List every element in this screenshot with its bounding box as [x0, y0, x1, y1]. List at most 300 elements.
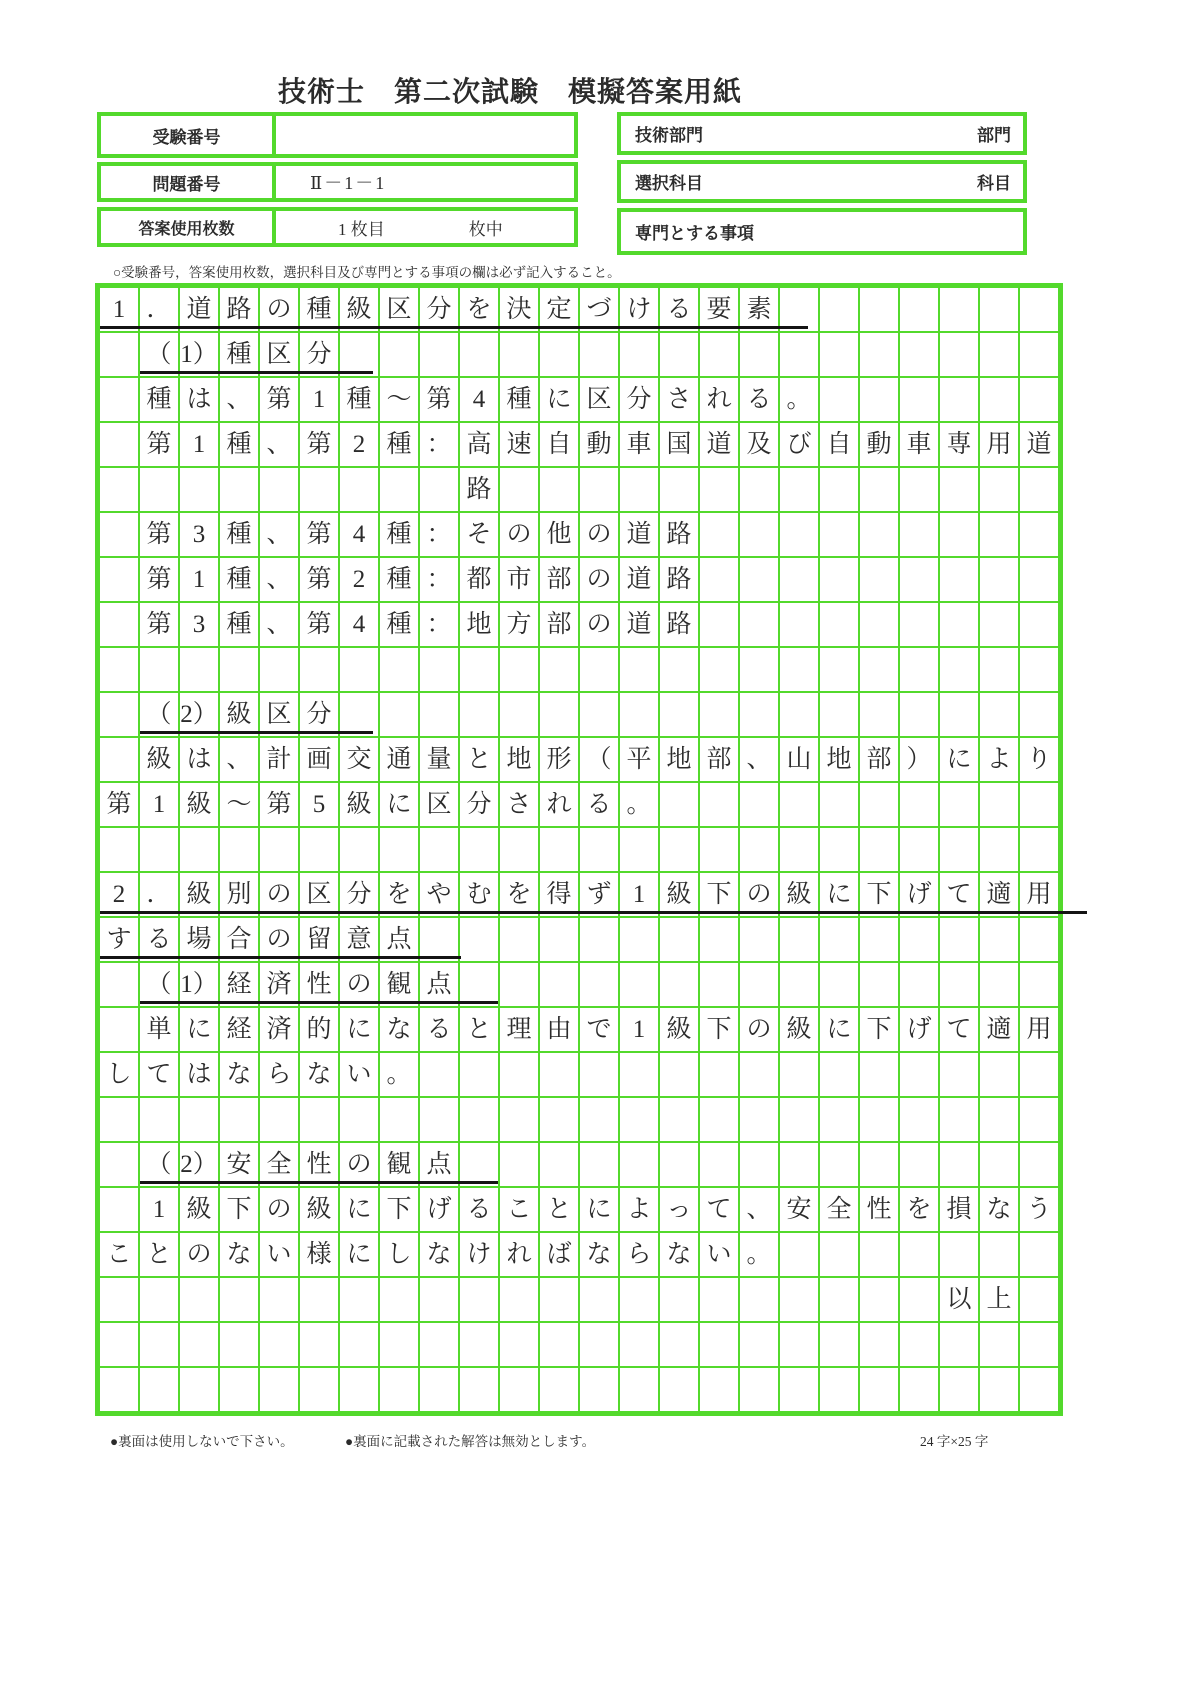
grid-cell[interactable]: 地: [460, 603, 498, 646]
grid-cell[interactable]: [580, 1143, 618, 1186]
grid-cell[interactable]: に: [820, 1008, 858, 1051]
grid-cell[interactable]: [940, 513, 978, 556]
grid-cell[interactable]: 級: [140, 738, 178, 781]
grid-cell[interactable]: [140, 648, 178, 691]
grid-cell[interactable]: [500, 693, 538, 736]
grid-cell[interactable]: [780, 558, 818, 601]
grid-cell[interactable]: の: [580, 603, 618, 646]
grid-cell[interactable]: [300, 648, 338, 691]
grid-cell[interactable]: さ: [660, 378, 698, 421]
grid-cell[interactable]: [900, 288, 938, 331]
grid-cell[interactable]: [620, 1053, 658, 1096]
grid-cell[interactable]: 2）: [180, 1143, 218, 1186]
grid-cell[interactable]: [780, 648, 818, 691]
grid-cell[interactable]: [620, 828, 658, 871]
grid-cell[interactable]: 区: [420, 783, 458, 826]
grid-cell[interactable]: [1020, 333, 1058, 376]
grid-cell[interactable]: [940, 648, 978, 691]
grid-cell[interactable]: [620, 1278, 658, 1321]
grid-cell[interactable]: 性: [300, 963, 338, 1006]
grid-cell[interactable]: ら: [620, 1233, 658, 1276]
grid-cell[interactable]: [900, 558, 938, 601]
grid-cell[interactable]: [500, 468, 538, 511]
grid-cell[interactable]: 路: [660, 513, 698, 556]
grid-cell[interactable]: [540, 648, 578, 691]
grid-cell[interactable]: [780, 1143, 818, 1186]
grid-cell[interactable]: の: [580, 558, 618, 601]
grid-cell[interactable]: 。: [780, 378, 818, 421]
grid-cell[interactable]: [900, 1368, 938, 1411]
grid-cell[interactable]: [580, 918, 618, 961]
grid-cell[interactable]: 級: [180, 783, 218, 826]
grid-cell[interactable]: [620, 693, 658, 736]
grid-cell[interactable]: な: [220, 1053, 258, 1096]
grid-cell[interactable]: [980, 513, 1018, 556]
grid-cell[interactable]: [380, 828, 418, 871]
grid-cell[interactable]: [540, 1143, 578, 1186]
grid-cell[interactable]: の: [340, 1143, 378, 1186]
grid-cell[interactable]: に: [820, 873, 858, 916]
grid-cell[interactable]: て: [140, 1053, 178, 1096]
grid-cell[interactable]: [860, 1278, 898, 1321]
grid-cell[interactable]: [980, 468, 1018, 511]
grid-cell[interactable]: [980, 603, 1018, 646]
grid-cell[interactable]: 都: [460, 558, 498, 601]
grid-cell[interactable]: [380, 693, 418, 736]
grid-cell[interactable]: は: [180, 1053, 218, 1096]
grid-cell[interactable]: [500, 1143, 538, 1186]
grid-cell[interactable]: 路: [660, 558, 698, 601]
grid-cell[interactable]: 点: [420, 1143, 458, 1186]
grid-cell[interactable]: [860, 333, 898, 376]
grid-cell[interactable]: 2: [340, 558, 378, 601]
grid-cell[interactable]: [540, 468, 578, 511]
grid-cell[interactable]: 高: [460, 423, 498, 466]
grid-cell[interactable]: [220, 1098, 258, 1141]
grid-cell[interactable]: [300, 1098, 338, 1141]
grid-cell[interactable]: （: [140, 1143, 178, 1186]
grid-cell[interactable]: 山: [780, 738, 818, 781]
grid-cell[interactable]: [980, 828, 1018, 871]
grid-cell[interactable]: 部: [860, 738, 898, 781]
grid-cell[interactable]: [100, 693, 138, 736]
grid-cell[interactable]: [420, 333, 458, 376]
grid-cell[interactable]: [340, 648, 378, 691]
grid-cell[interactable]: [140, 1368, 178, 1411]
grid-cell[interactable]: [980, 333, 1018, 376]
grid-cell[interactable]: 級: [780, 873, 818, 916]
grid-cell[interactable]: [1020, 963, 1058, 1006]
grid-cell[interactable]: [220, 828, 258, 871]
grid-cell[interactable]: う: [1020, 1188, 1058, 1231]
grid-cell[interactable]: [780, 1368, 818, 1411]
grid-cell[interactable]: [860, 1368, 898, 1411]
grid-cell[interactable]: 、: [220, 378, 258, 421]
grid-cell[interactable]: [700, 1368, 738, 1411]
grid-cell[interactable]: [460, 918, 498, 961]
grid-cell[interactable]: [140, 1323, 178, 1366]
grid-cell[interactable]: [260, 1368, 298, 1411]
grid-cell[interactable]: [820, 1323, 858, 1366]
grid-cell[interactable]: [820, 783, 858, 826]
grid-cell[interactable]: よ: [980, 738, 1018, 781]
grid-cell[interactable]: [980, 693, 1018, 736]
grid-cell[interactable]: [900, 333, 938, 376]
grid-cell[interactable]: [940, 558, 978, 601]
grid-cell[interactable]: 、: [740, 738, 778, 781]
grid-cell[interactable]: [580, 963, 618, 1006]
grid-cell[interactable]: [940, 963, 978, 1006]
grid-cell[interactable]: の: [180, 1233, 218, 1276]
grid-cell[interactable]: [620, 648, 658, 691]
grid-cell[interactable]: 適: [980, 873, 1018, 916]
grid-cell[interactable]: 、: [260, 558, 298, 601]
grid-cell[interactable]: [980, 648, 1018, 691]
grid-cell[interactable]: [820, 558, 858, 601]
grid-cell[interactable]: 級: [660, 873, 698, 916]
grid-cell[interactable]: [380, 468, 418, 511]
grid-cell[interactable]: 種: [220, 603, 258, 646]
grid-cell[interactable]: [340, 333, 378, 376]
grid-cell[interactable]: [860, 693, 898, 736]
grid-cell[interactable]: の: [500, 513, 538, 556]
grid-cell[interactable]: [1020, 783, 1058, 826]
grid-cell[interactable]: げ: [420, 1188, 458, 1231]
grid-cell[interactable]: [540, 1098, 578, 1141]
grid-cell[interactable]: [740, 558, 778, 601]
grid-cell[interactable]: な: [580, 1233, 618, 1276]
grid-cell[interactable]: 第: [420, 378, 458, 421]
grid-cell[interactable]: [860, 468, 898, 511]
grid-cell[interactable]: [780, 1098, 818, 1141]
grid-cell[interactable]: [740, 918, 778, 961]
grid-cell[interactable]: の: [580, 513, 618, 556]
grid-cell[interactable]: [620, 468, 658, 511]
grid-cell[interactable]: 4: [460, 378, 498, 421]
grid-cell[interactable]: 地: [500, 738, 538, 781]
grid-cell[interactable]: [100, 378, 138, 421]
grid-cell[interactable]: [740, 1278, 778, 1321]
grid-cell[interactable]: [860, 963, 898, 1006]
grid-cell[interactable]: [780, 288, 818, 331]
grid-cell[interactable]: 路: [660, 603, 698, 646]
grid-cell[interactable]: 安: [780, 1188, 818, 1231]
grid-cell[interactable]: [300, 468, 338, 511]
grid-cell[interactable]: ば: [540, 1233, 578, 1276]
grid-cell[interactable]: [500, 1323, 538, 1366]
grid-cell[interactable]: 種: [220, 333, 258, 376]
grid-cell[interactable]: [860, 378, 898, 421]
grid-cell[interactable]: 下: [380, 1188, 418, 1231]
grid-cell[interactable]: に: [580, 1188, 618, 1231]
grid-cell[interactable]: [740, 828, 778, 871]
grid-cell[interactable]: 地: [820, 738, 858, 781]
grid-cell[interactable]: [860, 783, 898, 826]
grid-cell[interactable]: [820, 963, 858, 1006]
grid-cell[interactable]: [820, 468, 858, 511]
grid-cell[interactable]: [700, 603, 738, 646]
grid-cell[interactable]: 種: [300, 288, 338, 331]
grid-cell[interactable]: [900, 1143, 938, 1186]
grid-cell[interactable]: [660, 333, 698, 376]
grid-cell[interactable]: [740, 1098, 778, 1141]
grid-cell[interactable]: [740, 1053, 778, 1096]
grid-cell[interactable]: ．: [140, 288, 178, 331]
grid-cell[interactable]: 全: [260, 1143, 298, 1186]
grid-cell[interactable]: [460, 648, 498, 691]
grid-cell[interactable]: 分: [620, 378, 658, 421]
grid-cell[interactable]: ：: [420, 558, 458, 601]
grid-cell[interactable]: [380, 333, 418, 376]
grid-cell[interactable]: れ: [540, 783, 578, 826]
grid-cell[interactable]: 計: [260, 738, 298, 781]
grid-cell[interactable]: （: [140, 963, 178, 1006]
grid-cell[interactable]: ：: [420, 603, 458, 646]
grid-cell[interactable]: 量: [420, 738, 458, 781]
grid-cell[interactable]: っ: [660, 1188, 698, 1231]
grid-cell[interactable]: 4: [340, 603, 378, 646]
grid-cell[interactable]: [820, 648, 858, 691]
grid-cell[interactable]: 決: [500, 288, 538, 331]
grid-cell[interactable]: [500, 828, 538, 871]
grid-cell[interactable]: 5: [300, 783, 338, 826]
grid-cell[interactable]: な: [980, 1188, 1018, 1231]
grid-cell[interactable]: [820, 918, 858, 961]
grid-cell[interactable]: ．: [140, 873, 178, 916]
grid-cell[interactable]: [620, 918, 658, 961]
grid-cell[interactable]: [420, 1053, 458, 1096]
grid-cell[interactable]: [300, 1278, 338, 1321]
grid-cell[interactable]: [780, 603, 818, 646]
grid-cell[interactable]: [820, 1233, 858, 1276]
grid-cell[interactable]: [580, 1053, 618, 1096]
grid-cell[interactable]: 級: [340, 783, 378, 826]
grid-cell[interactable]: [100, 558, 138, 601]
grid-cell[interactable]: 損: [940, 1188, 978, 1231]
grid-cell[interactable]: い: [340, 1053, 378, 1096]
grid-cell[interactable]: [820, 1368, 858, 1411]
grid-cell[interactable]: [1020, 1278, 1058, 1321]
grid-cell[interactable]: [820, 828, 858, 871]
grid-cell[interactable]: 下: [700, 873, 738, 916]
grid-cell[interactable]: 、: [740, 1188, 778, 1231]
grid-cell[interactable]: [740, 1368, 778, 1411]
grid-cell[interactable]: [260, 468, 298, 511]
grid-cell[interactable]: 道: [180, 288, 218, 331]
grid-cell[interactable]: [740, 603, 778, 646]
grid-cell[interactable]: 1: [100, 288, 138, 331]
grid-cell[interactable]: 級: [780, 1008, 818, 1051]
grid-cell[interactable]: [860, 1053, 898, 1096]
grid-cell[interactable]: [620, 1098, 658, 1141]
grid-cell[interactable]: 場: [180, 918, 218, 961]
grid-cell[interactable]: 道: [1020, 423, 1058, 466]
grid-cell[interactable]: 1: [620, 873, 658, 916]
grid-cell[interactable]: [940, 1053, 978, 1096]
grid-cell[interactable]: 2: [100, 873, 138, 916]
grid-cell[interactable]: [820, 513, 858, 556]
grid-cell[interactable]: [700, 828, 738, 871]
grid-cell[interactable]: [420, 828, 458, 871]
grid-cell[interactable]: 級: [180, 873, 218, 916]
grid-cell[interactable]: れ: [700, 378, 738, 421]
grid-cell[interactable]: に: [940, 738, 978, 781]
grid-cell[interactable]: 第: [140, 423, 178, 466]
grid-cell[interactable]: [780, 828, 818, 871]
grid-cell[interactable]: 自: [540, 423, 578, 466]
grid-cell[interactable]: 第: [100, 783, 138, 826]
grid-cell[interactable]: や: [420, 873, 458, 916]
grid-cell[interactable]: [580, 1323, 618, 1366]
grid-cell[interactable]: [700, 513, 738, 556]
grid-cell[interactable]: [380, 1368, 418, 1411]
grid-cell[interactable]: と: [460, 1008, 498, 1051]
grid-cell[interactable]: [980, 1323, 1018, 1366]
grid-cell[interactable]: 安: [220, 1143, 258, 1186]
grid-cell[interactable]: [900, 603, 938, 646]
grid-cell[interactable]: 級: [660, 1008, 698, 1051]
grid-cell[interactable]: 路: [220, 288, 258, 331]
grid-cell[interactable]: [420, 1323, 458, 1366]
grid-cell[interactable]: 自: [820, 423, 858, 466]
grid-cell[interactable]: [580, 1368, 618, 1411]
grid-cell[interactable]: [500, 918, 538, 961]
grid-cell[interactable]: [220, 648, 258, 691]
grid-cell[interactable]: [660, 1098, 698, 1141]
grid-cell[interactable]: [900, 468, 938, 511]
grid-cell[interactable]: の: [260, 1188, 298, 1231]
grid-cell[interactable]: [460, 963, 498, 1006]
grid-cell[interactable]: [860, 288, 898, 331]
grid-cell[interactable]: [100, 1188, 138, 1231]
grid-cell[interactable]: [420, 468, 458, 511]
grid-cell[interactable]: 種: [340, 378, 378, 421]
grid-cell[interactable]: 道: [700, 423, 738, 466]
grid-cell[interactable]: そ: [460, 513, 498, 556]
grid-cell[interactable]: 1: [300, 378, 338, 421]
grid-cell[interactable]: [820, 693, 858, 736]
grid-cell[interactable]: [700, 783, 738, 826]
grid-cell[interactable]: [100, 423, 138, 466]
grid-cell[interactable]: 2）: [180, 693, 218, 736]
grid-cell[interactable]: る: [140, 918, 178, 961]
grid-cell[interactable]: [540, 918, 578, 961]
grid-cell[interactable]: [900, 963, 938, 1006]
grid-cell[interactable]: [580, 828, 618, 871]
grid-cell[interactable]: 画: [300, 738, 338, 781]
selected-subject-row[interactable]: [617, 160, 1027, 203]
grid-cell[interactable]: 級: [300, 1188, 338, 1231]
grid-cell[interactable]: [740, 333, 778, 376]
grid-cell[interactable]: [860, 918, 898, 961]
grid-cell[interactable]: 。: [740, 1233, 778, 1276]
grid-cell[interactable]: [700, 468, 738, 511]
grid-cell[interactable]: [540, 1278, 578, 1321]
grid-cell[interactable]: 速: [500, 423, 538, 466]
grid-cell[interactable]: [820, 1053, 858, 1096]
grid-cell[interactable]: 済: [260, 963, 298, 1006]
grid-cell[interactable]: [940, 1233, 978, 1276]
grid-cell[interactable]: [340, 1368, 378, 1411]
grid-cell[interactable]: [260, 1323, 298, 1366]
grid-cell[interactable]: の: [740, 873, 778, 916]
grid-cell[interactable]: の: [340, 963, 378, 1006]
grid-cell[interactable]: [700, 1323, 738, 1366]
grid-cell[interactable]: [420, 693, 458, 736]
grid-cell[interactable]: を: [900, 1188, 938, 1231]
grid-cell[interactable]: [100, 1368, 138, 1411]
grid-cell[interactable]: [140, 468, 178, 511]
grid-cell[interactable]: 区: [260, 693, 298, 736]
grid-cell[interactable]: [340, 693, 378, 736]
grid-cell[interactable]: 用: [1020, 1008, 1058, 1051]
grid-cell[interactable]: [860, 1233, 898, 1276]
grid-cell[interactable]: [700, 693, 738, 736]
grid-cell[interactable]: [100, 1098, 138, 1141]
grid-cell[interactable]: [740, 963, 778, 1006]
grid-cell[interactable]: の: [260, 873, 298, 916]
grid-cell[interactable]: [980, 1233, 1018, 1276]
grid-cell[interactable]: [700, 648, 738, 691]
grid-cell[interactable]: り: [1020, 738, 1058, 781]
grid-cell[interactable]: [940, 783, 978, 826]
grid-cell[interactable]: よ: [620, 1188, 658, 1231]
grid-cell[interactable]: 1: [140, 1188, 178, 1231]
grid-cell[interactable]: [460, 1278, 498, 1321]
grid-cell[interactable]: と: [460, 738, 498, 781]
grid-cell[interactable]: 様: [300, 1233, 338, 1276]
grid-cell[interactable]: る: [740, 378, 778, 421]
grid-cell[interactable]: [940, 333, 978, 376]
grid-cell[interactable]: [820, 1143, 858, 1186]
grid-cell[interactable]: [780, 1323, 818, 1366]
grid-cell[interactable]: 分: [340, 873, 378, 916]
grid-cell[interactable]: [780, 1053, 818, 1096]
grid-cell[interactable]: [340, 468, 378, 511]
grid-cell[interactable]: る: [460, 1188, 498, 1231]
grid-cell[interactable]: ）: [900, 738, 938, 781]
grid-cell[interactable]: [660, 1143, 698, 1186]
grid-cell[interactable]: 観: [380, 1143, 418, 1186]
grid-cell[interactable]: 理: [500, 1008, 538, 1051]
grid-cell[interactable]: な: [220, 1233, 258, 1276]
grid-cell[interactable]: を: [500, 873, 538, 916]
grid-cell[interactable]: 種: [380, 603, 418, 646]
grid-cell[interactable]: [140, 1278, 178, 1321]
grid-cell[interactable]: [340, 1278, 378, 1321]
grid-cell[interactable]: て: [940, 873, 978, 916]
grid-cell[interactable]: 下: [860, 873, 898, 916]
grid-cell[interactable]: [620, 1368, 658, 1411]
grid-cell[interactable]: と: [140, 1233, 178, 1276]
grid-cell[interactable]: [780, 783, 818, 826]
grid-cell[interactable]: 3: [180, 513, 218, 556]
grid-cell[interactable]: 専: [940, 423, 978, 466]
grid-cell[interactable]: 留: [300, 918, 338, 961]
grid-cell[interactable]: 分: [300, 333, 338, 376]
grid-cell[interactable]: 第: [260, 378, 298, 421]
grid-cell[interactable]: 道: [620, 603, 658, 646]
grid-cell[interactable]: [660, 1278, 698, 1321]
grid-cell[interactable]: [260, 1278, 298, 1321]
grid-cell[interactable]: [860, 648, 898, 691]
grid-cell[interactable]: 1）: [180, 963, 218, 1006]
grid-cell[interactable]: [460, 1053, 498, 1096]
grid-cell[interactable]: 定: [540, 288, 578, 331]
grid-cell[interactable]: [900, 513, 938, 556]
grid-cell[interactable]: （: [140, 693, 178, 736]
grid-cell[interactable]: [460, 1368, 498, 1411]
